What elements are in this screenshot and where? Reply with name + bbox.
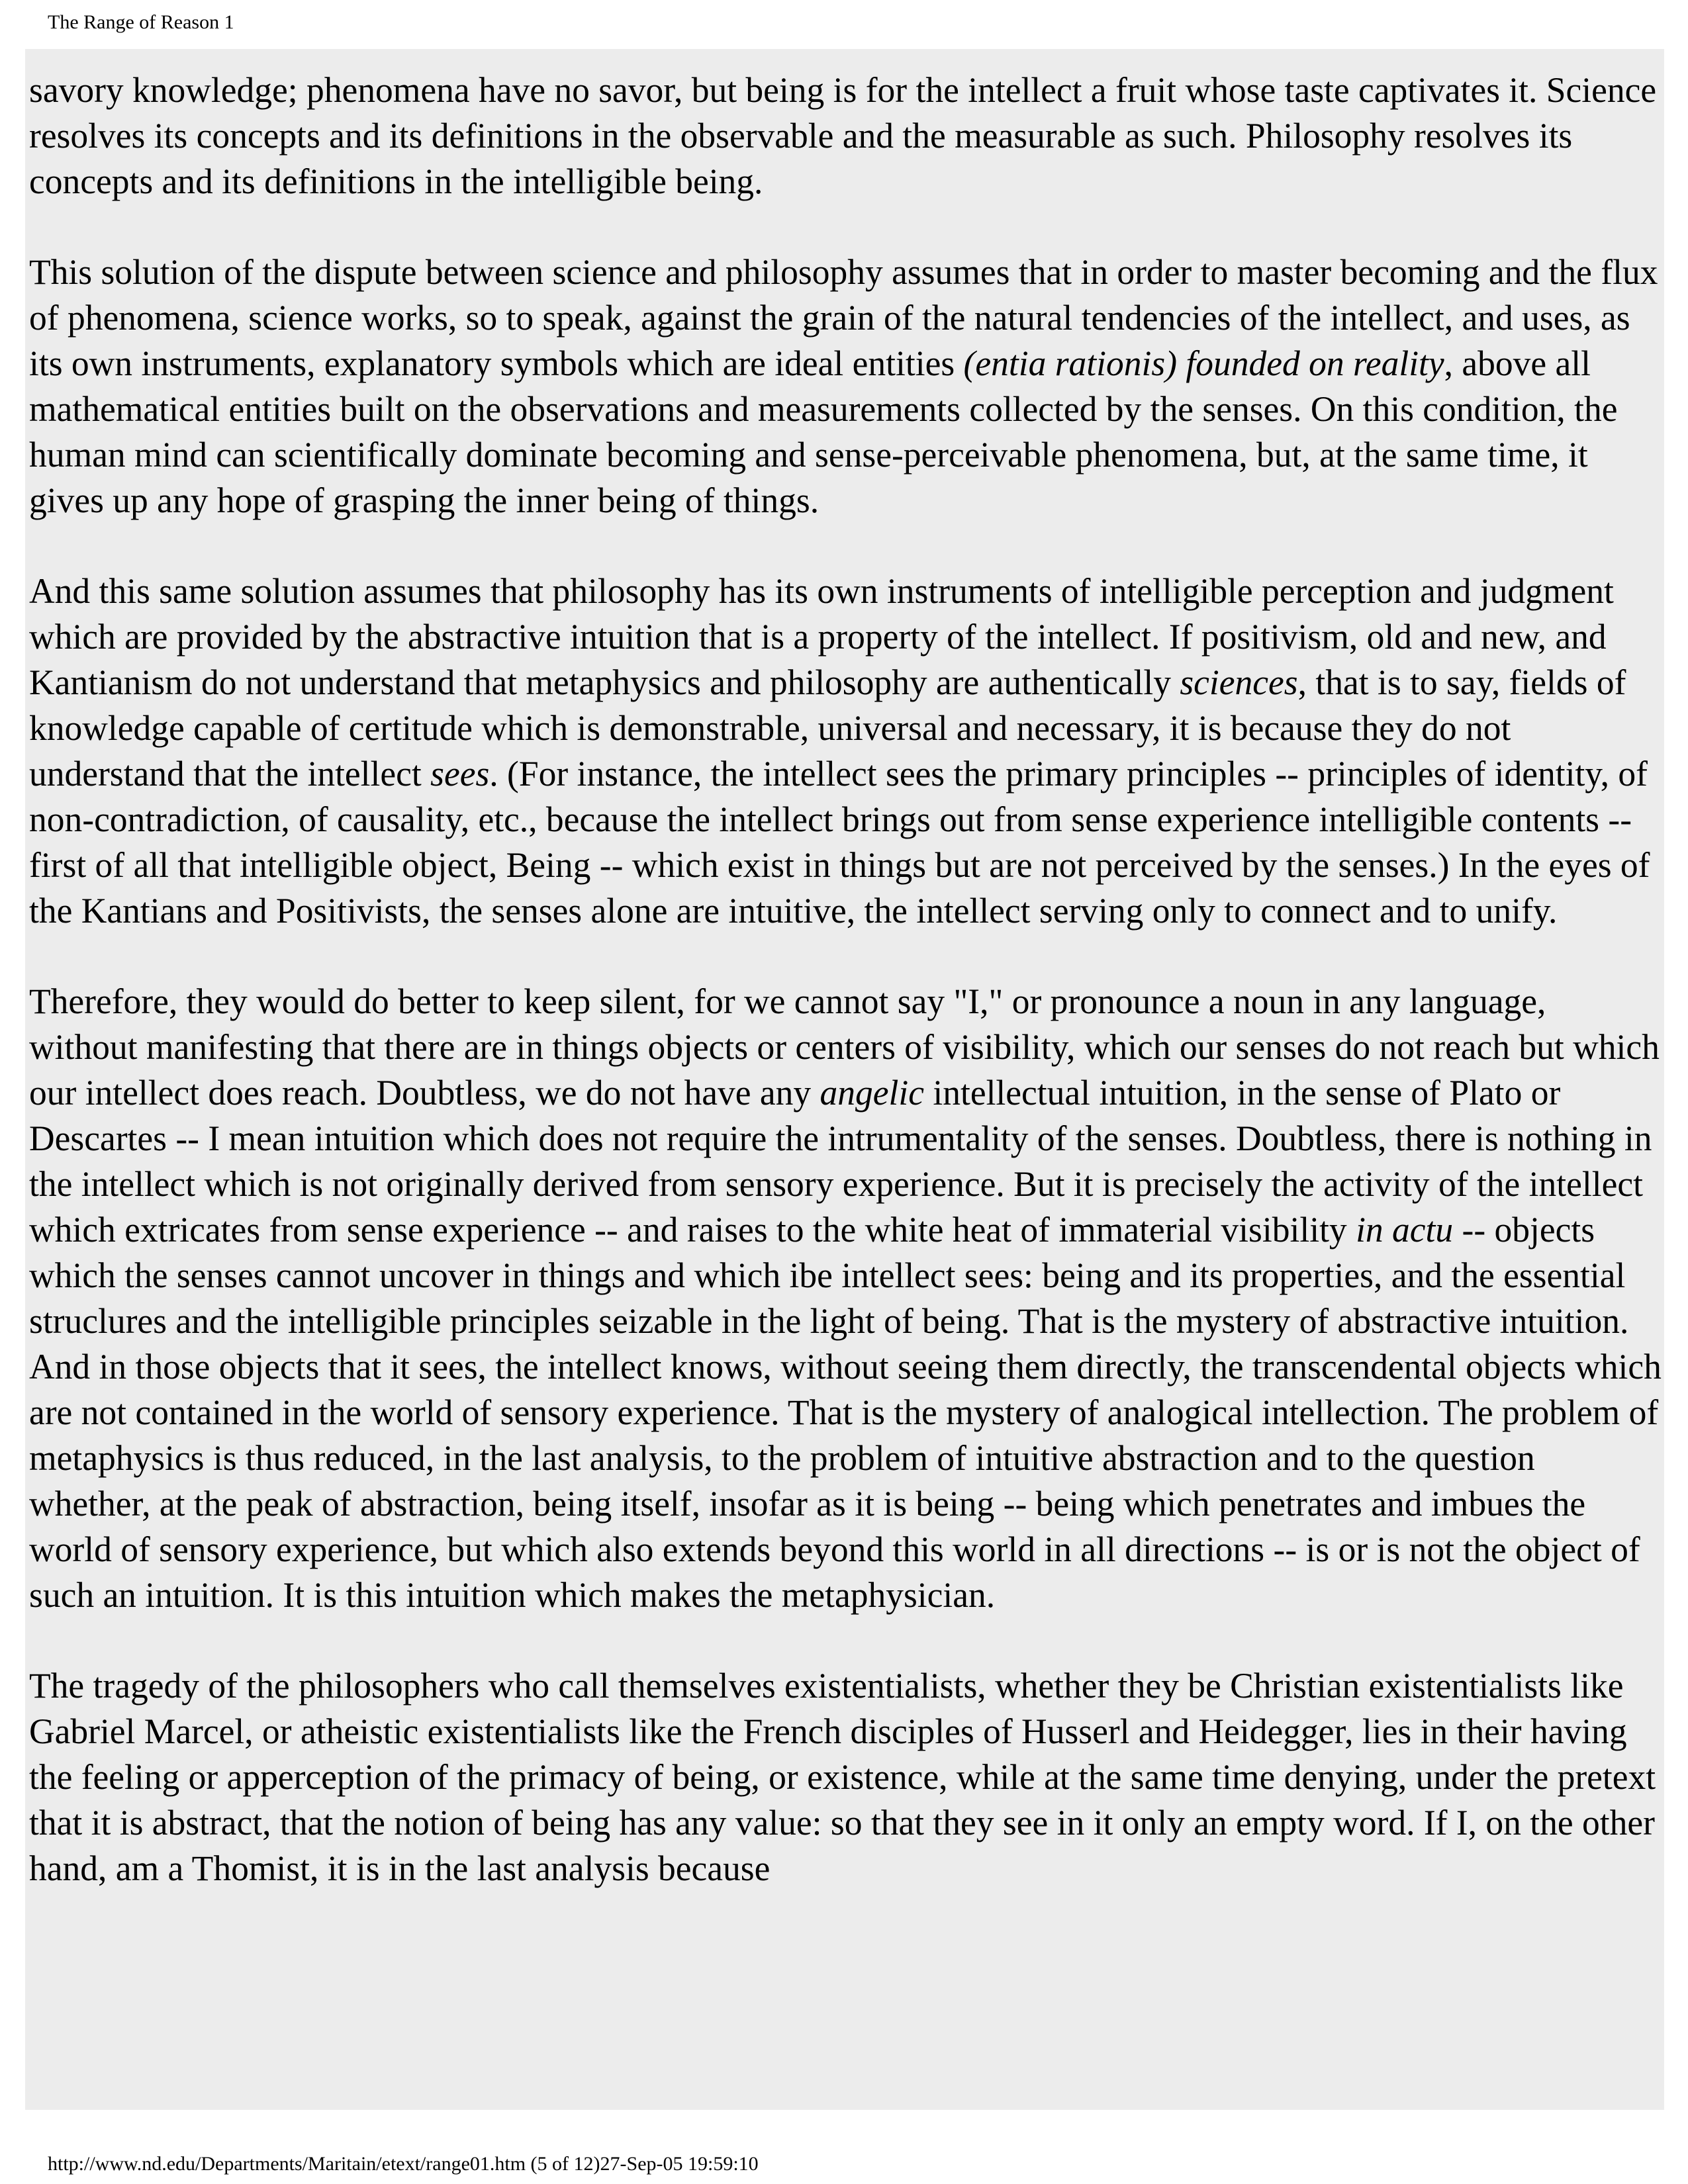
page-header: The Range of Reason 1 [48, 11, 234, 33]
italic-segment: sees [430, 754, 490, 794]
text-segment: This solution of the dispute between science and philosophy assumes that in order to master becoming and the flux of phenomena, science works, so to speak, against the grain of the natural tendencies of the intellect, and uses, as its own instruments, explanatory symbols which are ideal entities [29, 252, 1658, 383]
document-body [25, 49, 1664, 2110]
text-segment: savory knowledge; phenomena have no savor, but being is for the intellect a fruit whose taste captivates it. Science resolves its concepts and its definitions in the observable and the measurable as such. Philosophy resolves its concepts and its definitions in the intelligible being. [29, 70, 1657, 201]
text-segment: , that is to say, fields of knowledge capable of certitude which is demonstrable, universal and necessary, it is because they do not understand that the intellect [29, 662, 1626, 794]
paragraph-3 [29, 569, 1662, 934]
italic-segment: in actu [1356, 1210, 1454, 1250]
italic-segment: angelic [820, 1073, 924, 1113]
page-footer-url: http://www.nd.edu/Departments/Maritain/etext/range01.htm (5 of 12)27-Sep-05 19:59:10 [48, 2153, 759, 2175]
paragraph-2 [29, 250, 1662, 523]
text-segment: , above all mathematical entities built on the observations and measurements collected by the senses. On this condition, the human mind can scientifically dominate becoming and sense-perceivable phenomena, but, at the same time, it gives up any hope of grasping the inner being of things. [29, 343, 1618, 520]
italic-segment: (entia rationis) founded on reality [963, 343, 1444, 383]
paragraph-4 [29, 979, 1662, 1618]
text-segment: Therefore, they would do better to keep silent, for we cannot say "I," or pronounce a noun in any language, without manifesting that there are in things objects or centers of visibility, which our senses do not reach but which our intellect does reach. Doubtless, we do not have any [29, 981, 1660, 1113]
text-segment: The tragedy of the philosophers who call themselves existentialists, whether they be Christian existentialists like Gabriel Marcel, or atheistic existentialists like the French disciples of Husserl and Heidegger, lies in their having the feeling or apperception of the primacy of being, or existence, while at the same time denying, under the pretext that it is abstract, that the notion of being has any value: so that they see in it only an empty word. If I, on the other hand, am a Thomist, it is in the last analysis because [29, 1666, 1656, 1888]
text-segment: intellectual intuition, in the sense of Plato or Descartes -- I mean intuition which does not require the intrumentality of the senses. Doubtless, there is nothing in the intellect which is not originally derived from sensory experience. But it is precisely the activity of the intellect which extricates from sense experience -- and raises to the white heat of immaterial visibility [29, 1073, 1652, 1250]
italic-segment: sciences [1180, 662, 1298, 702]
text-segment: -- objects which the senses cannot uncover in things and which ibe intellect sees: being and its properties, and the essential struclures and the intelligible principles seizable in the light of being. That is the mystery of abstractive intuition. And in those objects that it sees, the intellect knows, without seeing them directly, the transcendental objects which are not contained in the world of sensory experience. That is the mystery of analogical intellection. The problem of metaphysics is thus reduced, in the last analysis, to the problem of intuitive abstraction and to the question whether, at the peak of abstraction, being itself, insofar as it is being -- being which penetrates and imbues the world of sensory experience, but which also extends beyond this world in all directions -- is or is not the object of such an intuition. It is this intuition which makes the metaphysician. [29, 1210, 1662, 1615]
paragraph-5 [29, 1663, 1662, 1891]
text-segment: . (For instance, the intellect sees the primary principles -- principles of identity, of non-contradiction, of causality, etc., because the intellect brings out from sense experience intelligible contents -- first of all that intelligible object, Being -- which exist in things but are not perceived by the senses.) In the eyes of the Kantians and Positivists, the senses alone are intuitive, the intellect serving only to connect and to unify. [29, 754, 1650, 931]
text-segment: And this same solution assumes that philosophy has its own instruments of intelligible perception and judgment which are provided by the abstractive intuition that is a property of the intellect. If positivism, old and new, and Kantianism do not understand that metaphysics and philosophy are authentically [29, 571, 1614, 702]
paragraph-1 [29, 68, 1662, 205]
